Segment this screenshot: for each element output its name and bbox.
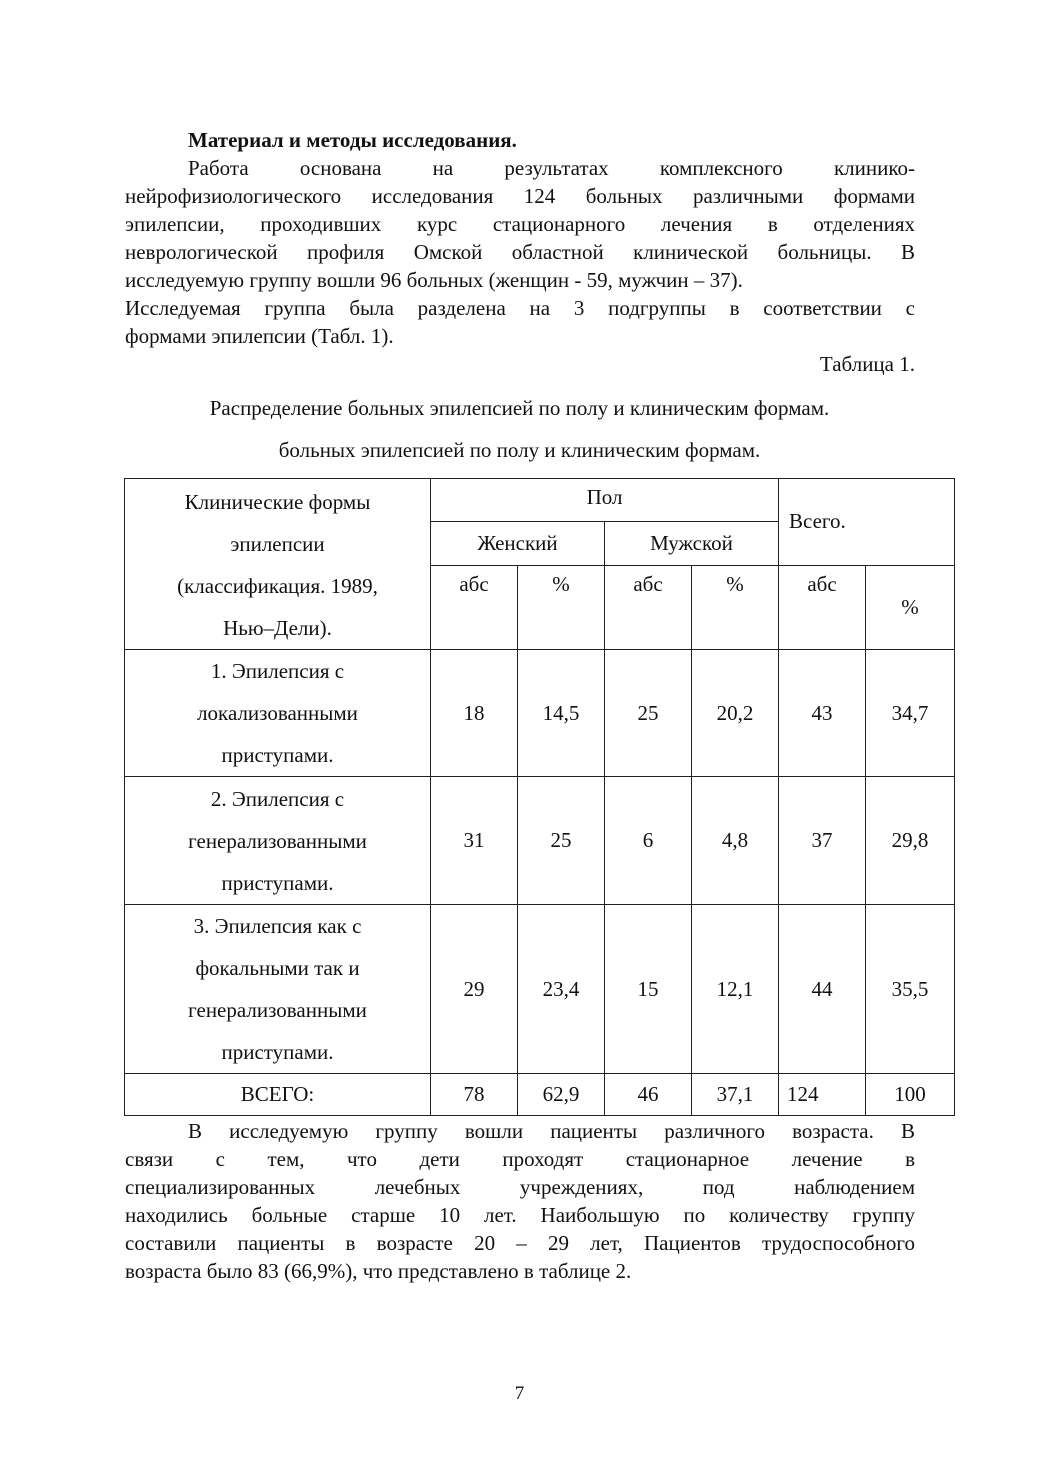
paragraph-line: исследуемую группу вошли 96 больных (женщин - 59, мужчин – 37). xyxy=(125,268,743,292)
cell-male-abs: 25 xyxy=(605,650,692,777)
header-female-pct: % xyxy=(518,565,605,650)
total-label: ВСЕГО: xyxy=(125,1074,431,1116)
header-sex: Пол xyxy=(431,479,779,522)
cell-female-abs: 18 xyxy=(431,650,518,777)
paragraph-line: специализированных лечебных учреждениях, под наблюдением xyxy=(125,1175,915,1199)
cell-total-abs: 44 xyxy=(779,905,866,1074)
table-row xyxy=(125,777,955,905)
paragraph-line: В исследуемую группу вошли пациенты различного возраста. В xyxy=(188,1119,915,1143)
table-caption: Распределение больных эпилепсией по полу и клиническим формам. xyxy=(209,396,830,420)
cell-total-pct: 100 xyxy=(866,1074,955,1116)
cell-female-abs: 31 xyxy=(431,777,518,905)
row-label xyxy=(125,905,431,1074)
cell-male-pct: 4,8 xyxy=(692,777,779,905)
row-label-line: 3. Эпилепсия как с xyxy=(193,914,362,938)
header-forms-line: эпилепсии xyxy=(230,532,325,556)
paragraph-line: Исследуемая группа была разделена на 3 подгруппы в соответствии с xyxy=(125,296,915,320)
cell-female-pct: 14,5 xyxy=(518,650,605,777)
header-female: Женский xyxy=(431,522,605,565)
table-caption-repeat: больных эпилепсией по полу и клиническим формам. xyxy=(278,438,761,462)
header-total-pct: % xyxy=(866,565,955,650)
row-label-line: генерализованными xyxy=(188,828,367,853)
cell-female-pct: 62,9 xyxy=(518,1074,605,1116)
header-female-abs: абс xyxy=(431,565,518,650)
header-total xyxy=(779,479,955,566)
table-label: Таблица 1. xyxy=(819,352,915,376)
header-total-label: Всего. xyxy=(789,509,846,534)
paragraph-line: составили пациенты в возрасте 20 – 29 лет, Пациентов трудоспособного xyxy=(125,1231,915,1255)
paragraph-line: связи с тем, что дети проходят стационарное лечение в xyxy=(125,1147,915,1171)
cell-male-abs: 6 xyxy=(605,777,692,905)
page-number: 7 xyxy=(514,1383,525,1404)
paragraph-line: нейрофизиологического исследования 124 больных различными формами xyxy=(125,184,915,208)
row-label-line: генерализованными xyxy=(188,998,367,1022)
paragraph-methods xyxy=(125,154,915,350)
row-label-line: приступами. xyxy=(221,870,334,895)
cell-male-pct: 12,1 xyxy=(692,905,779,1074)
header-clinical-forms xyxy=(125,479,431,650)
row-label-line: фокальными так и xyxy=(195,956,360,980)
row-label xyxy=(125,650,431,777)
paragraph-line: Работа основана на результатах комплексного клинико- xyxy=(188,156,915,180)
header-total-abs: абс xyxy=(779,565,866,650)
header-forms-line: Нью–Дели). xyxy=(223,616,332,640)
cell-total-abs: 124 xyxy=(779,1074,866,1116)
total-row xyxy=(125,1074,955,1116)
header-forms-line: (классификация. 1989, xyxy=(177,574,378,598)
paragraph-line: возраста было 83 (66,9%), что представлено в таблице 2. xyxy=(125,1259,632,1283)
paragraph-line: неврологической профиля Омской областной клинической больницы. В xyxy=(125,240,915,264)
header-male-pct: % xyxy=(692,565,779,650)
row-label-line: локализованными xyxy=(197,701,358,725)
cell-total-pct: 35,5 xyxy=(866,905,955,1074)
header-forms-line: Клинические формы xyxy=(184,490,371,514)
cell-female-abs: 29 xyxy=(431,905,518,1074)
epilepsy-distribution-table xyxy=(124,478,955,1116)
cell-male-abs: 46 xyxy=(605,1074,692,1116)
cell-female-pct: 23,4 xyxy=(518,905,605,1074)
paragraph-line: формами эпилепсии (Табл. 1). xyxy=(125,324,394,348)
row-label xyxy=(125,777,431,905)
cell-female-pct: 25 xyxy=(518,777,605,905)
cell-male-pct: 37,1 xyxy=(692,1074,779,1116)
row-label-line: приступами. xyxy=(221,743,334,767)
cell-male-abs: 15 xyxy=(605,905,692,1074)
row-label-line: 2. Эпилепсия с xyxy=(210,786,345,811)
cell-total-pct: 29,8 xyxy=(866,777,955,905)
cell-total-abs: 43 xyxy=(779,650,866,777)
paragraph-line: эпилепсии, проходивших курс стационарного лечения в отделениях xyxy=(125,212,915,236)
header-male: Мужской xyxy=(605,522,779,565)
section-heading: Материал и методы исследования. xyxy=(188,128,517,152)
table-row xyxy=(125,650,955,777)
cell-female-abs: 78 xyxy=(431,1074,518,1116)
table-row xyxy=(125,905,955,1074)
header-male-abs: абс xyxy=(605,565,692,650)
paragraph-line: находились больные старше 10 лет. Наибольшую по количеству группу xyxy=(125,1203,915,1227)
row-label-line: приступами. xyxy=(221,1040,334,1064)
cell-total-abs: 37 xyxy=(779,777,866,905)
cell-total-pct: 34,7 xyxy=(866,650,955,777)
cell-male-pct: 20,2 xyxy=(692,650,779,777)
row-label-line: 1. Эпилепсия с xyxy=(210,659,345,683)
paragraph-age xyxy=(125,1117,915,1285)
